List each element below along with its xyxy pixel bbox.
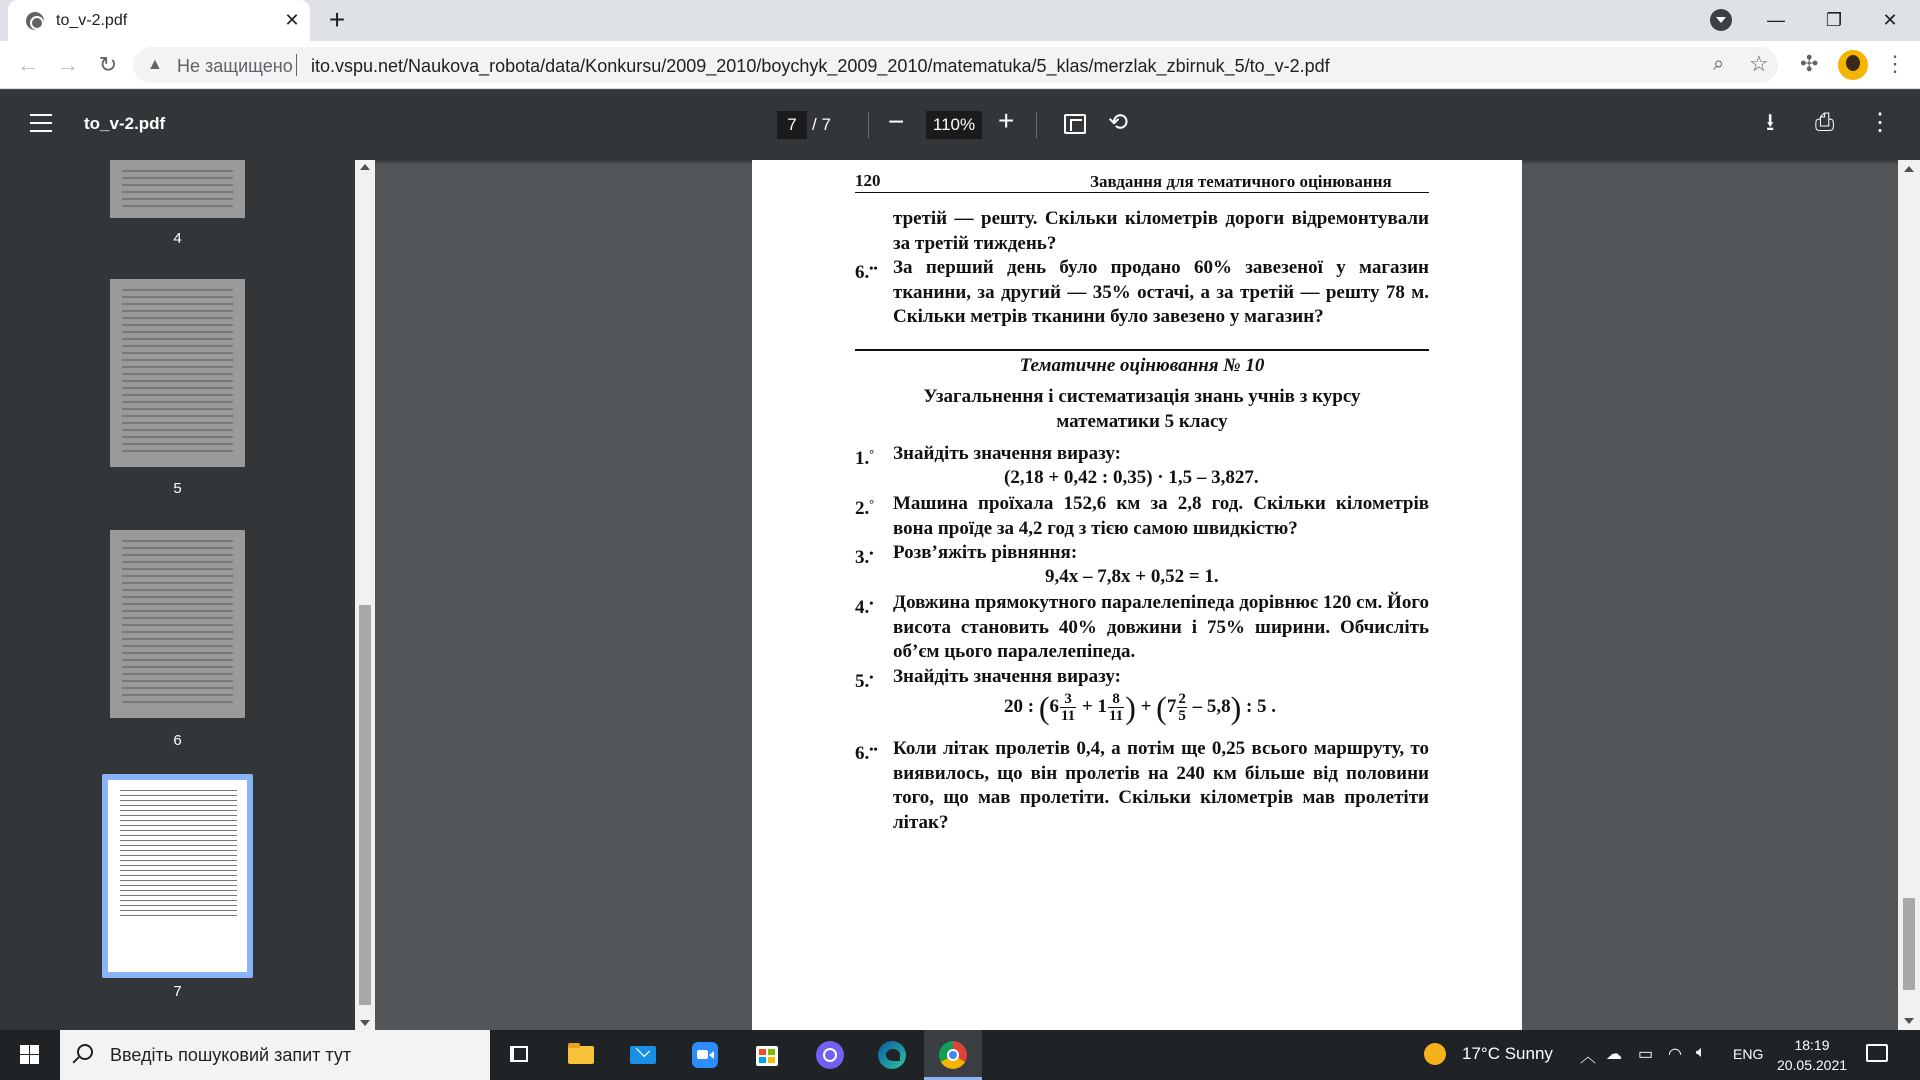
task-text: Знайдіть значення виразу: — [893, 443, 1121, 464]
taskbar-search-box[interactable] — [60, 1030, 490, 1080]
section-rule — [855, 349, 1429, 351]
previous-task-continuation: третій — решту. Скільки кілометрів дороги відремонтували за третій тиждень? — [893, 208, 1429, 254]
battery-icon[interactable]: ▭ — [1638, 1046, 1654, 1063]
maximize-button[interactable]: ❐ — [1825, 10, 1843, 30]
scrollbar-thumb[interactable] — [1903, 898, 1915, 990]
warning-icon[interactable]: ▲ — [147, 56, 163, 73]
page-thumbnail[interactable] — [110, 530, 245, 718]
page-thumbnail[interactable] — [110, 160, 245, 218]
language-indicator[interactable]: ENG — [1733, 1046, 1764, 1062]
header-rule — [855, 192, 1429, 193]
sidebar-scrollbar[interactable] — [355, 160, 375, 1030]
task-number: 6.•• — [855, 742, 878, 764]
task-view-icon[interactable] — [490, 1030, 548, 1080]
download-icon[interactable]: ⭳ — [1766, 109, 1775, 136]
thumbnail-label: 4 — [173, 230, 182, 247]
task-text: Знайдіть значення виразу: — [893, 666, 1121, 687]
tab-title: to_v-2.pdf — [56, 12, 128, 29]
close-window-button[interactable]: ✕ — [1882, 10, 1898, 30]
chevron-up-icon[interactable]: ︿ — [1580, 1049, 1597, 1066]
clock-date: 20.05.2021 — [1776, 1057, 1848, 1073]
formula: 9,4x – 7,8x + 0,52 = 1. — [1045, 566, 1219, 587]
cloud-icon[interactable]: ☁ — [1606, 1046, 1622, 1063]
clock[interactable] — [1772, 1035, 1852, 1075]
edge-icon[interactable] — [862, 1030, 920, 1080]
address-bar[interactable] — [133, 47, 1778, 83]
more-options-icon[interactable]: ⋮ — [1868, 109, 1892, 136]
new-tab-button[interactable]: + — [328, 4, 346, 35]
divider — [296, 54, 297, 76]
wifi-icon[interactable]: ◠ — [1668, 1046, 1682, 1063]
windows-start-icon[interactable] — [0, 1030, 60, 1080]
page-thumbnail[interactable] — [110, 279, 245, 467]
pdf-toolbar — [0, 90, 1920, 160]
zoom-icon[interactable]: ⌕ — [1713, 53, 1725, 75]
thumbnail-sidebar — [0, 160, 355, 1030]
store-icon[interactable] — [738, 1030, 796, 1080]
minimize-button[interactable]: — — [1767, 10, 1785, 30]
section-subtitle: Узагальнення і систематизація знань учнів з курсу — [923, 386, 1361, 407]
print-icon[interactable]: ⎙ — [1815, 109, 1835, 136]
browser-tab[interactable] — [8, 0, 310, 41]
globe-icon — [26, 12, 44, 30]
thumbnail-label: 7 — [173, 983, 182, 1000]
forward-arrow-icon[interactable]: → — [57, 52, 79, 77]
running-header: Завдання для тематичного оцінювання — [1090, 172, 1392, 191]
task-number: 2.° — [855, 497, 875, 519]
sun-icon[interactable] — [1424, 1043, 1446, 1065]
zoom-level-input[interactable]: 110% — [926, 111, 982, 139]
viber-icon[interactable] — [800, 1030, 858, 1080]
pdf-page — [752, 160, 1522, 1030]
sidebar-menu-icon[interactable] — [30, 114, 52, 132]
task-number: 5.• — [855, 670, 874, 692]
divider — [868, 112, 869, 138]
fit-page-icon[interactable] — [1064, 114, 1086, 134]
extensions-puzzle-icon[interactable]: ✣ — [1800, 51, 1819, 76]
volume-icon[interactable]: 🔈︎ — [1696, 1044, 1706, 1061]
section-subtitle: математики 5 класу — [1056, 411, 1228, 432]
mail-icon[interactable] — [614, 1030, 672, 1080]
task-number: 4.• — [855, 596, 874, 618]
tab-close-button[interactable]: ✕ — [284, 10, 300, 30]
pdf-document-title: to_v-2.pdf — [84, 114, 166, 133]
windows-taskbar — [0, 1030, 1920, 1080]
page-thumbnail-selected[interactable] — [102, 774, 253, 978]
zoom-out-icon[interactable]: − — [888, 106, 905, 137]
scrollbar-thumb[interactable] — [359, 605, 371, 1005]
zoom-in-icon[interactable]: + — [998, 105, 1015, 136]
tab-search-icon[interactable] — [1710, 9, 1732, 31]
page-number: 120 — [855, 171, 881, 190]
scroll-up-arrow-icon[interactable] — [1904, 166, 1914, 172]
task-number: 3.• — [855, 546, 874, 568]
notifications-icon[interactable] — [1866, 1044, 1888, 1062]
back-arrow-icon[interactable]: ← — [17, 52, 39, 77]
thumbnail-label: 5 — [173, 480, 182, 497]
browser-toolbar — [0, 41, 1920, 89]
task-text: Машина проїхала 152,6 км за 2,8 год. Скільки кілометрів вона проїде за 4,2 год з тією самою швидкістю? — [893, 493, 1429, 539]
document-scrollbar[interactable] — [1898, 160, 1920, 1030]
section-title: Тематичне оцінювання № 10 — [1019, 355, 1265, 376]
url-text[interactable]: ito.vspu.net/Naukova_robota/data/Konkursu/2009_2010/boychyk_2009_2010/matematuka/5_klas/merzlak_zbirnuk_5/to_v-2.pdf — [311, 56, 1330, 76]
reload-icon[interactable]: ↻ — [98, 52, 118, 77]
search-placeholder[interactable]: Введіть пошуковий запит тут — [110, 1045, 352, 1065]
clock-time: 18:19 — [1794, 1037, 1830, 1053]
scroll-down-arrow-icon[interactable] — [1904, 1018, 1914, 1024]
scroll-up-arrow-icon[interactable] — [360, 164, 370, 170]
task-number: 1.° — [855, 447, 875, 469]
tab-strip — [0, 0, 1920, 41]
divider — [1036, 112, 1037, 138]
rotate-icon[interactable]: ⟲ — [1108, 109, 1129, 136]
profile-avatar[interactable] — [1838, 50, 1868, 80]
page-number-input[interactable]: 7 — [777, 111, 807, 139]
task-text: Довжина прямокутного паралелепіпеда дорівнює 120 см. Його висота становить 40% довжини і 75% ширини. Обчисліть об’єм цього паралелепіпеда. — [893, 592, 1429, 662]
thumbnail-label: 6 — [173, 732, 182, 749]
file-explorer-icon[interactable] — [552, 1030, 610, 1080]
weather-widget[interactable]: 17°C Sunny — [1462, 1044, 1553, 1063]
task-text: Коли літак пролетів 0,4, а потім ще 0,25 всього маршруту, то виявилось, що він пролетів на 240 км більше від половини того, що мав пролетіти. Скільки кілометрів мав пролетіти літак? — [893, 738, 1429, 833]
chrome-icon[interactable] — [924, 1030, 982, 1080]
bookmark-star-icon[interactable]: ☆ — [1749, 51, 1769, 76]
task-text: Розв’яжіть рівняння: — [893, 542, 1078, 563]
security-label[interactable]: Не защищено — [177, 56, 293, 76]
browser-menu-icon[interactable]: ⋮ — [1884, 51, 1906, 76]
previous-task-6-text: За перший день було продано 60% завезеної у магазин тканини, за другий — 35% остачі, а за третій — решту 78 м. Скільки метрів тканини було завезено у магазин? — [893, 257, 1429, 327]
formula: (2,18 + 0,42 : 0,35) · 1,5 – 3,827. — [1004, 467, 1259, 488]
formula: 20 : (6 $\frac{3}{11}$ + 1 $\frac{8}{11}$ ) + (7 $\frac{2}{5}$ – 5,8) : 5 . — [1004, 689, 1277, 726]
task-number: 6.•• — [855, 261, 878, 283]
search-icon — [77, 1044, 93, 1060]
zoom-app-icon[interactable] — [676, 1030, 734, 1080]
scroll-down-arrow-icon[interactable] — [360, 1020, 370, 1026]
page-total: / 7 — [812, 115, 831, 134]
